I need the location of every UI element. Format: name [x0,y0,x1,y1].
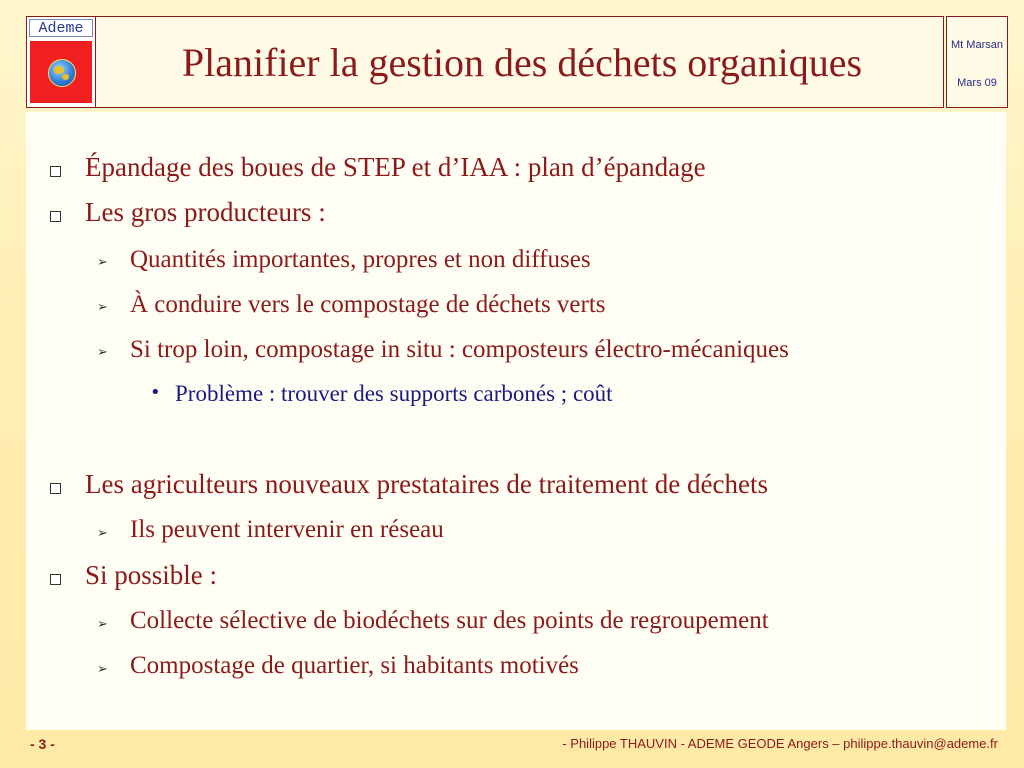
dot-bullet-icon: • [150,382,161,403]
arrow-bullet-icon: ➢ [97,255,108,270]
bullet-item: Problème : trouver des supports carbonés ; coût [175,381,613,406]
arrow-bullet-icon: ➢ [97,345,108,360]
bullet-item: Les gros producteurs : [85,197,326,227]
event-date: Mars 09 [957,77,997,89]
bullet-item: À conduire vers le compostage de déchets verts [130,291,606,318]
event-location: Mt Marsan [951,39,1003,51]
square-bullet-icon [50,574,61,585]
square-bullet-icon [50,483,61,494]
logo-text: Ademe [29,19,93,37]
square-bullet-icon [50,211,61,222]
square-bullet-icon [50,166,61,177]
arrow-bullet-icon: ➢ [97,662,108,677]
arrow-bullet-icon: ➢ [97,300,108,315]
bullet-item: Si trop loin, compostage in situ : composteurs électro-mécaniques [130,336,789,363]
page-number: - 3 - [30,736,55,752]
bullet-item: Ils peuvent intervenir en réseau [130,516,444,543]
bullet-item: Épandage des boues de STEP et d’IAA : plan d’épandage [85,152,706,182]
bullet-item: Compostage de quartier, si habitants motivés [130,652,579,679]
slide-title: Planifier la gestion des déchets organiques [181,40,863,85]
arrow-bullet-icon: ➢ [97,526,108,541]
footer-author: - Philippe THAUVIN - ADEME GEODE Angers – philippe.thauvin@ademe.fr [562,736,998,751]
arrow-bullet-icon: ➢ [97,617,108,632]
bullet-item: Collecte sélective de biodéchets sur des points de regroupement [130,607,769,634]
bullet-item: Les agriculteurs nouveaux prestataires de traitement de déchets [85,469,768,499]
bullet-item: Si possible : [85,560,218,590]
bullet-item: Quantités importantes, propres et non diffuses [130,246,591,273]
